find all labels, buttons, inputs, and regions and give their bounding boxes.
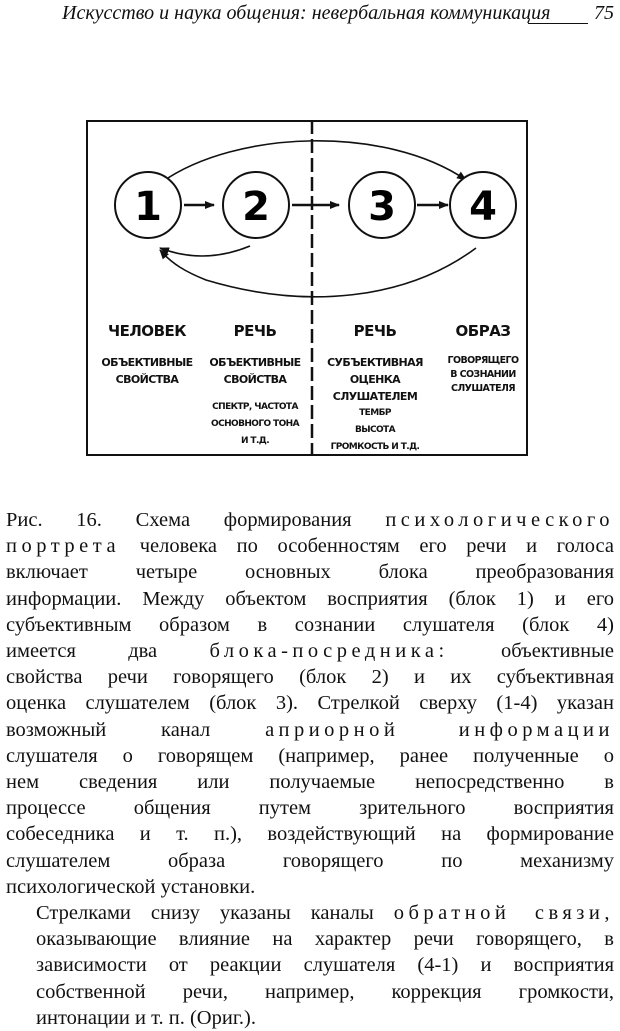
column-sub: ОЦЕНКА <box>349 373 401 386</box>
caption-line: возможный канал априорной информации <box>6 718 614 741</box>
header-underline-fill <box>528 23 588 24</box>
column-head: РЕЧЬ <box>353 322 397 340</box>
figure-caption <box>6 507 614 1031</box>
block-4-label: 4 <box>469 184 497 230</box>
column-image <box>440 322 526 396</box>
column-sub: СЛУШАТЕЛЕМ <box>332 390 418 403</box>
caption-line: информации. Между объектом восприятия (блок 1) и его <box>6 587 614 610</box>
column-detail: ГРОМКОСТЬ И Т.Д. <box>330 442 420 452</box>
column-head: ЧЕЛОВЕК <box>107 322 187 340</box>
caption-line: психологической установки. <box>6 875 256 898</box>
caption-line: Стрелками снизу указаны каналы обратной связи, <box>36 902 615 925</box>
column-detail: СПЕКТР, ЧАСТОТА <box>212 402 298 412</box>
column-detail: ТЕМБР <box>359 408 391 418</box>
caption-line: слушателя о говорящем (например, ранее полученные о <box>6 744 614 767</box>
column-head: ОБРАЗ <box>455 322 511 340</box>
caption-line: имеется два блока-посредника: объективные <box>6 640 614 663</box>
column-sub: СУБЪЕКТИВНАЯ <box>327 356 423 369</box>
caption-line: слушателем образа говорящего по механизму <box>6 849 614 872</box>
caption-line: процессе общения путем зрительного восприятия <box>6 797 614 820</box>
caption-line: собственной речи, например, коррекция громкости, <box>36 980 614 1003</box>
caption-line: собеседника и т. п.), воздействующий на формирование <box>6 823 614 846</box>
column-sub: ГОВОРЯЩЕГО <box>447 355 519 366</box>
block-3-label: 3 <box>368 184 396 230</box>
column-sub: ОБЪЕКТИВНЫЕ <box>209 356 301 369</box>
running-header <box>62 2 614 26</box>
column-head: РЕЧЬ <box>233 322 277 340</box>
arrow-2-to-1 <box>160 246 250 256</box>
column-sub: СЛУШАТЕЛЯ <box>450 383 516 394</box>
caption-line: свойства речи говорящего (блок 2) и их субъективная <box>6 666 614 689</box>
caption-line: оказывающие влияние на характер речи говорящего, в <box>36 928 614 951</box>
column-sub: В СОЗНАНИИ <box>450 369 516 380</box>
caption-line: Рис. 16. Схема формирования психологического <box>6 509 614 531</box>
caption-line: включает четыре основных блока преобразования <box>6 561 614 584</box>
running-header-title: Искусство и наука общения: невербальная коммуникация <box>62 2 551 24</box>
column-sub: СВОЙСТВА <box>115 373 179 386</box>
caption-line: зависимости от реакции слушателя (4-1) и восприятия <box>36 954 614 977</box>
caption-paragraph-1 <box>6 507 614 900</box>
column-sub: ОБЪЕКТИВНЫЕ <box>101 356 193 369</box>
column-sub: СВОЙСТВА <box>223 373 287 386</box>
page-number: 75 <box>594 2 614 24</box>
caption-line: субъективным образом в сознании слушателя (блок 4) <box>6 613 614 636</box>
caption-paragraph-2 <box>6 900 614 1031</box>
figure-16-diagram <box>86 120 528 456</box>
caption-line: нем сведения или получаемые непосредственно в <box>6 771 614 794</box>
column-detail: ОСНОВНОГО ТОНА <box>211 419 299 429</box>
column-detail: ВЫСОТА <box>355 425 395 435</box>
column-speech-subjective <box>320 322 430 456</box>
column-person <box>92 322 202 388</box>
caption-line: оценка слушателем (блок 3). Стрелкой сверху (1-4) указан <box>6 692 614 715</box>
block-1-label: 1 <box>134 184 162 230</box>
caption-line: портрета человека по особенностям его речи и голоса <box>6 535 614 558</box>
column-detail: И Т.Д. <box>240 436 270 446</box>
block-2-label: 2 <box>242 184 270 230</box>
caption-line: интонации и т. п. (Ориг.). <box>36 1006 256 1029</box>
arrow-1-to-4 <box>162 141 466 182</box>
column-speech-objective <box>200 322 310 450</box>
